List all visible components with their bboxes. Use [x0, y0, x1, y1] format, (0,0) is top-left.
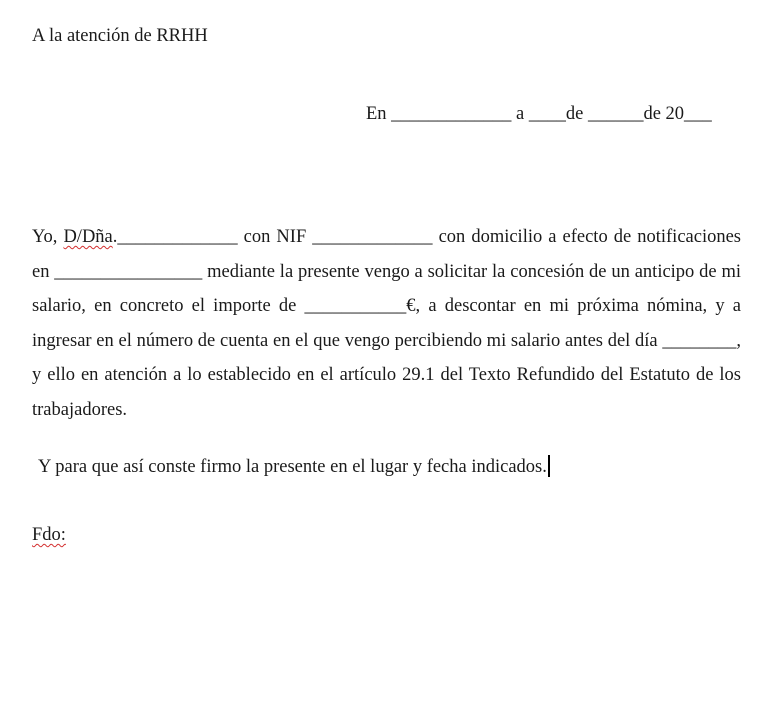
closing-text: Y para que así conste firmo la presente en el lugar y fecha indicados. — [38, 457, 547, 477]
request-paragraph — [32, 220, 741, 427]
text-cursor — [548, 455, 550, 477]
addressee-line: A la atención de RRHH — [32, 26, 208, 46]
signature-label — [32, 525, 66, 546]
closing-statement — [38, 455, 550, 478]
spellcheck-flagged-word: D/Dña — [63, 227, 113, 247]
paragraph-text-start: Yo, — [32, 227, 64, 247]
date-place-line: En _____________ a ____de ______de 20___ — [366, 104, 712, 124]
paragraph-text-rest: ._____________ con NIF _____________ con domicilio a efecto de notificaciones en ________________ mediante la presente vengo a solicitar la concesión de un anticipo de mi salario, en concreto el importe de ___________€, a descontar en mi próxima nómina, y a ingresar en el número de cuenta en el que vengo percibiendo mi salario antes del día ________, y ello en atención a lo establecido en el artículo 29.1 del Texto Refundido del Estatuto de los trabajadores. — [32, 227, 742, 420]
signature-text: Fdo: — [32, 525, 66, 545]
